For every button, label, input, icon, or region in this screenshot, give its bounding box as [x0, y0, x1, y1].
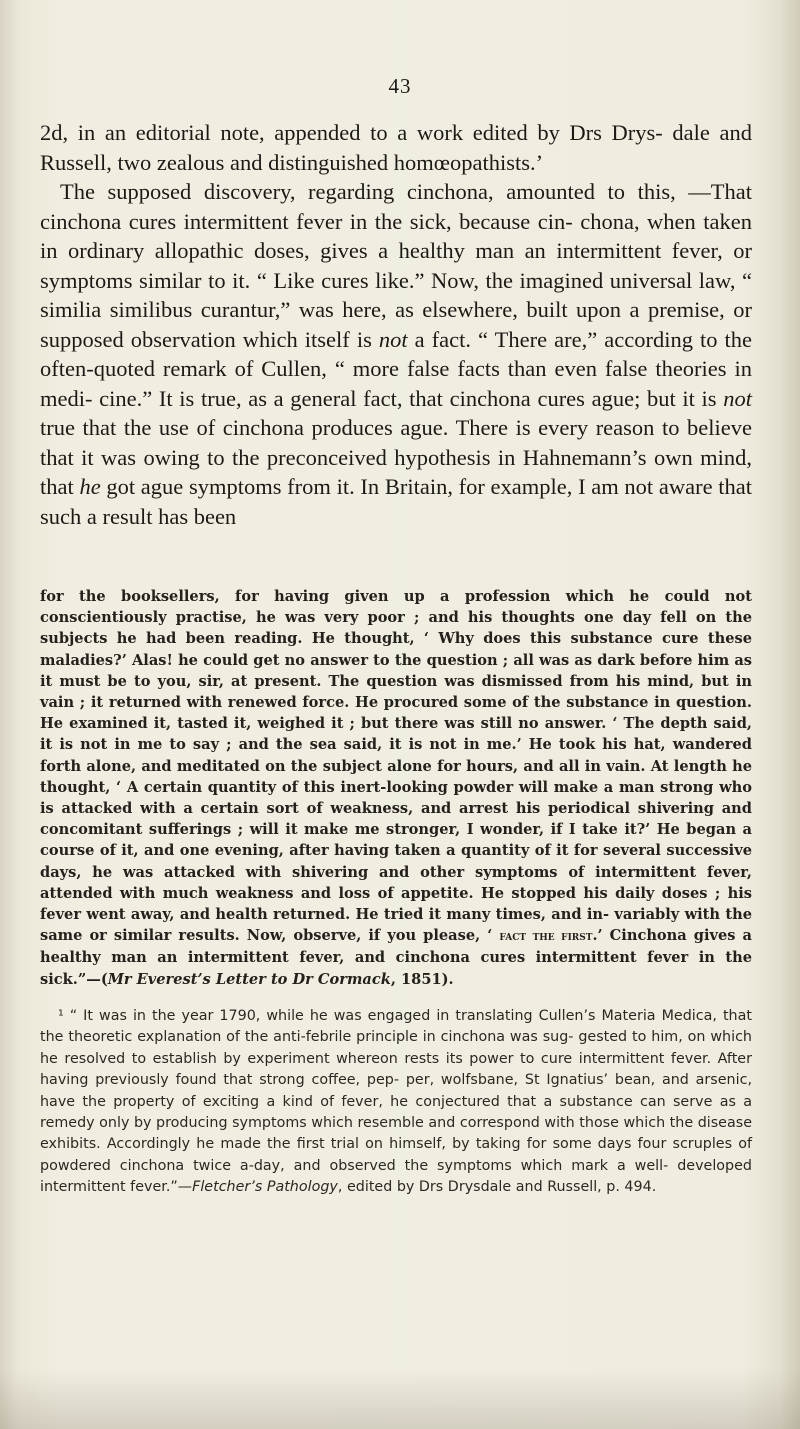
footnote-1: ¹ “ It was in the year 1790, while he was engaged in translating Cullen’s Materia Medica, that the theoretic explanation of the anti-febrile principle in cinchona was sug- gested to him, on which he resolved to establish by experiment whereon rests its power to cure intermittent fever. After having previously found that strong coffee, pep- per, wolfsbane, St Ignatius’ bean, and arsenic, have the property of exciting a kind of fever, he conjectured that a substance can serve as a remedy only by producing symptoms which resemble and correspond with those which the disease exhibits. Accordingly he made the first trial on himself, by taking for some days four scruples of powdered cinchona twice a-day, and observed the symptoms which mark a well- developed intermittent fever.”—Fletcher’s Pathology, edited by Drs Drysdale and Russell, p. 494.: [40, 1008, 752, 1196]
quoted-footnote-continuation: for the booksellers, for having given up a profession which he could not conscientiously practise, he was very poor ; and his thoughts one day fell on the subjects he had been reading. He thought, ‘ Why does this substance cure these maladies?’ Alas! he could get no answer to the question ; all was as dark before him as it must be to you, sir, at present. The question was dismissed from his mind, but in vain ; it returned with renewed force. He procured some of the substance in question. He examined it, tasted it, weighed it ; but there was still no answer. ‘ The depth said, it is not in me to say ; and the sea said, it is not in me.’ He took his hat, wandered forth alone, and meditated on the subject alone for hours, and all in vain. At length he thought, ‘ A certain quantity of this inert-looking powder will make a man strong who is attacked with a certain sort of weakness, and arrest his periodical shivering and concomitant sufferings ; will it make me stronger, I wonder, if I take it?’ He began a course of it, and one evening, after having taken a quantity of it for several successive days, he was attacked with shivering and other symptoms of intermittent fever, attended with much weakness and loss of appetite. He stopped his daily doses ; his fever went away, and health returned. He tried it many times, and in- variably with the same or similar results. Now, observe, if you please, ‘ fact the first.’ Cinchona gives a healthy man an intermittent fever, and cinchona cures intermittent fever in the sick.”—(Mr Everest’s Letter to Dr Cormack, 1851).: [40, 588, 753, 988]
page-edge-shadow: [0, 1369, 800, 1429]
main-text: [40, 118, 752, 531]
page-number: 43: [388, 74, 412, 98]
paragraph-2: The supposed discovery, regarding cinchona, amounted to this, —That cinchona cures intermittent fever in the sick, because cin- chona, when taken in ordinary allopathic doses, gives a healthy man an intermittent fever, or symptoms similar to it. “ Like cures like.” Now, the imagined universal law, “ similia similibus curantur,” was here, as elsewhere, built upon a premise, or supposed observation which itself is not a fact. “ There are,” according to the often-quoted remark of Cullen, “ more false facts than even false theories in medi- cine.” It is true, as a general fact, that cinchona cures ague; but it is not true that the use of cinchona produces ague. There is every reason to believe that it was owing to the preconceived hypothesis in Hahnemann’s own mind, that he got ague symptoms from it. In Britain, for example, I am not aware that such a result has been: [40, 179, 752, 529]
paragraph-1: 2d, in an editorial note, appended to a work edited by Drs Drys- dale and Russell, two zealous and distinguished homœopathists.’: [40, 120, 752, 175]
